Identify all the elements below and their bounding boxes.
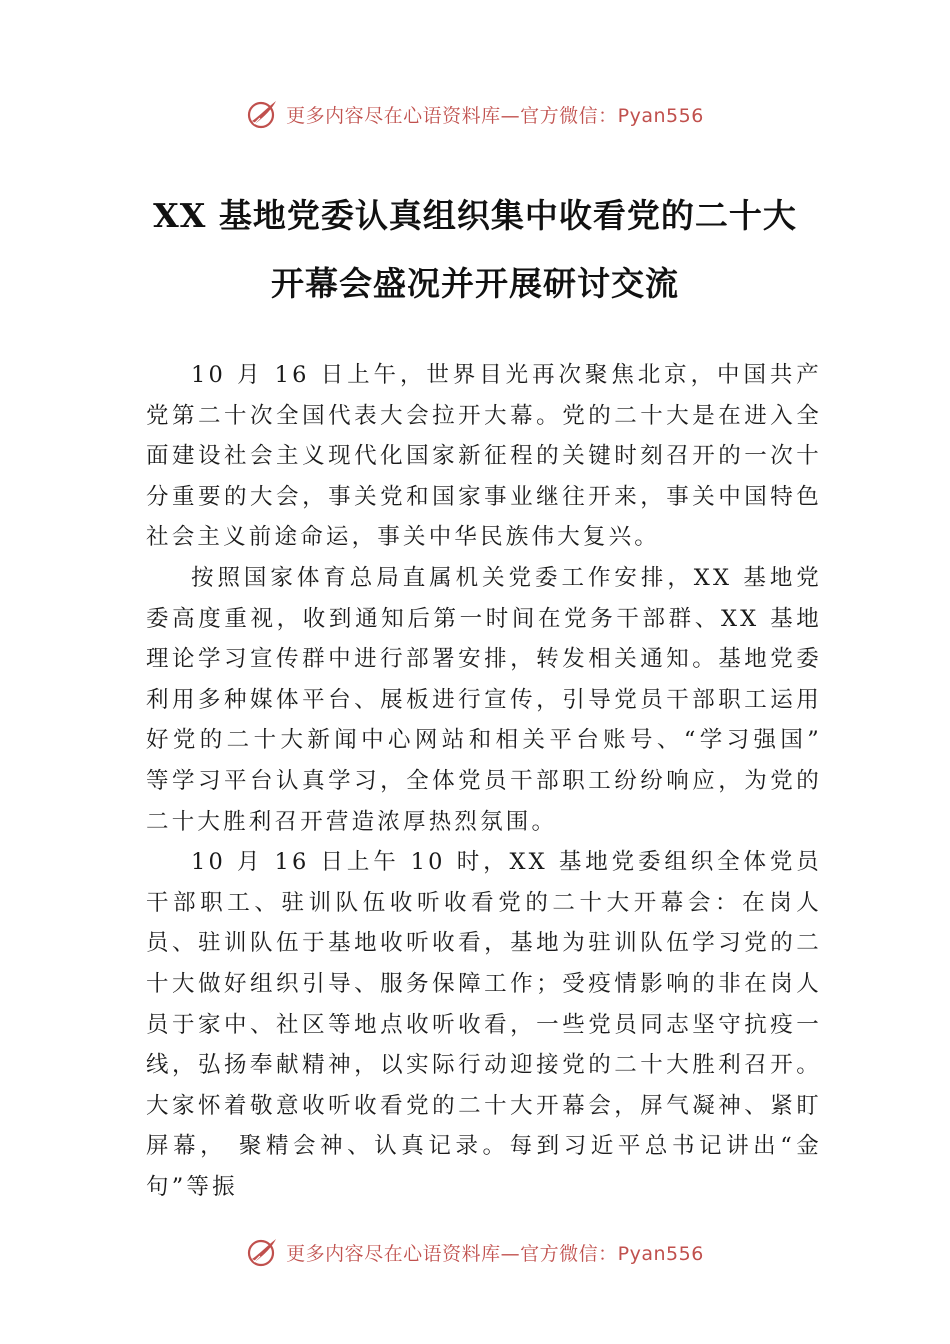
paragraph: 10 月 16 日上午 10 时，XX 基地党委组织全体党员干部职工、驻训队伍收听收看党的二十大开幕会：在岗人员、驻训队伍于基地收听收看，基地为驻训队伍学习党的二十大做好组织引导、服务保障工作；受疫情影响的非在岗人员于家中、社区等地点收听收看，一些党员同志坚守抗疫一线，弘扬奉献精神，以实际行动迎接党的二十大胜利召开。大家怀着敬意收听收看党的二十大开幕会，屏气凝神、紧盯屏幕， 聚精会神、认真记录。每到习近平总书记讲出“金句”等振: [146, 849, 822, 1200]
header-banner: [0, 94, 950, 134]
document-title-line-2: 开幕会盛况并开展研讨交流: [271, 264, 679, 303]
paragraph: 10 月 16 日上午，世界目光再次聚焦北京，中国共产党第二十次全国代表大会拉开大幕。党的二十大是在进入全面建设社会主义现代化国家新征程的关键时刻召开的一次十分重要的大会，事关党和国家事业继往开来，事关中国特色社会主义前途命运，事关中华民族伟大复兴。: [146, 362, 822, 551]
quill-pen-logo-icon: [246, 97, 280, 131]
paragraph: 按照国家体育总局直属机关党委工作安排，XX 基地党委高度重视，收到通知后第一时间在党务干部群、XX 基地理论学习宣传群中进行部署安排，转发相关通知。基地党委利用多种媒体平台、展板进行宣传，引导党员干部职工运用好党的二十大新闻中心网站和相关平台账号、“学习强国” 等学习平台认真学习，全体党员干部职工纷纷响应，为党的二十大胜利召开营造浓厚热烈氛围。: [146, 564, 822, 835]
banner-text: 更多内容尽在心语资料库—官方微信：Pyan556: [286, 104, 704, 127]
document-title-line-1: XX 基地党委认真组织集中收看党的二十大: [153, 196, 797, 235]
footer-banner: [0, 1232, 950, 1272]
quill-pen-logo-icon: [246, 1235, 280, 1269]
banner-text: 更多内容尽在心语资料库—官方微信：Pyan556: [286, 1242, 704, 1265]
document-body: [146, 355, 822, 1207]
